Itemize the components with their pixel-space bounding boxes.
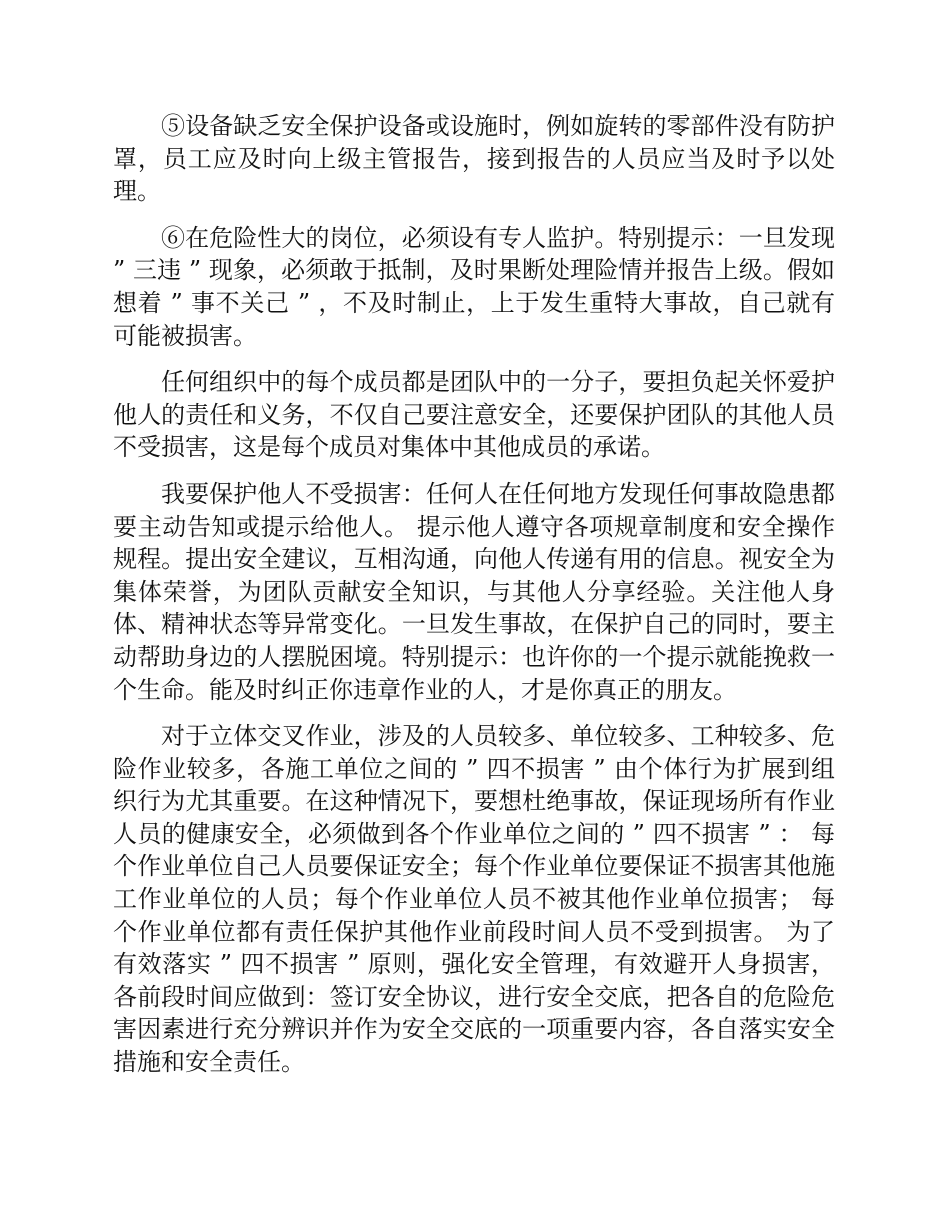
document-body bbox=[113, 110, 843, 1093]
paragraph-protect-others: 我要保护他人不受损害：任何人在任何地方发现任何事故隐患都要主动告知或提示给他人。 提示他人遵守各项规章制度和安全操作规程。提出安全建议，互相沟通，向他人传递有用的信息。视安全为集体荣誉，为团队贡献安全知识，与其他人分享经验。关注他人身体、精神状态等异常变化。一旦发生事故，在保护自己的同时，要主动帮助身边的人摆脱困境。特别提示：也许你的一个提示就能挽救一个生命。能及时纠正你违章作业的人，才是你真正的朋友。 bbox=[113, 479, 835, 704]
paragraph-cross-operations: 对于立体交叉作业，涉及的人员较多、单位较多、工种较多、危险作业较多，各施工单位之间的 ” 四不损害 ” 由个体行为扩展到组织行为尤其重要。在这种情况下，要想杜绝事故，保证现场所有作业人员的健康安全，必须做到各个作业单位之间的 ” 四不损害 ” ： 每个作业单位自己人员要保证安全；每个作业单位要保证不损害其他施工作业单位的人员；每个作业单位人员不被其他作业单位损害； 每个作业单位都有责任保护其他作业前段时间人员不受到损害。 为了有效落实 ” 四不损害 ” 原则，强化安全管理，有效避开人身损害，各前段时间应做到：签订安全协议，进行安全交底，把各自的危险危害因素进行充分辨识并作为安全交底的一项重要内容，各自落实安全措施和安全责任。 bbox=[113, 722, 835, 1077]
paragraph-team-responsibility: 任何组织中的每个成员都是团队中的一分子，要担负起关怀爱护他人的责任和义务，不仅自己要注意安全，还要保护团队的其他人员不受损害，这是每个成员对集体中其他成员的承诺。 bbox=[113, 368, 835, 462]
paragraph-dangerous-posts: ⑥在危险性大的岗位，必须设有专人监护。特别提示：一旦发现 ” 三违 ” 现象，必须敢于抵制，及时果断处理险情并报告上级。假如想着 ” 事不关己 ” ，不及时制止，上于发生重特大事故，自己就有可能被损害。 bbox=[113, 223, 843, 350]
paragraph-equipment-protection: ⑤设备缺乏安全保护设备或设施时，例如旋转的零部件没有防护罩，员工应及时向上级主管报告，接到报告的人员应当及时予以处理。 bbox=[113, 112, 835, 206]
